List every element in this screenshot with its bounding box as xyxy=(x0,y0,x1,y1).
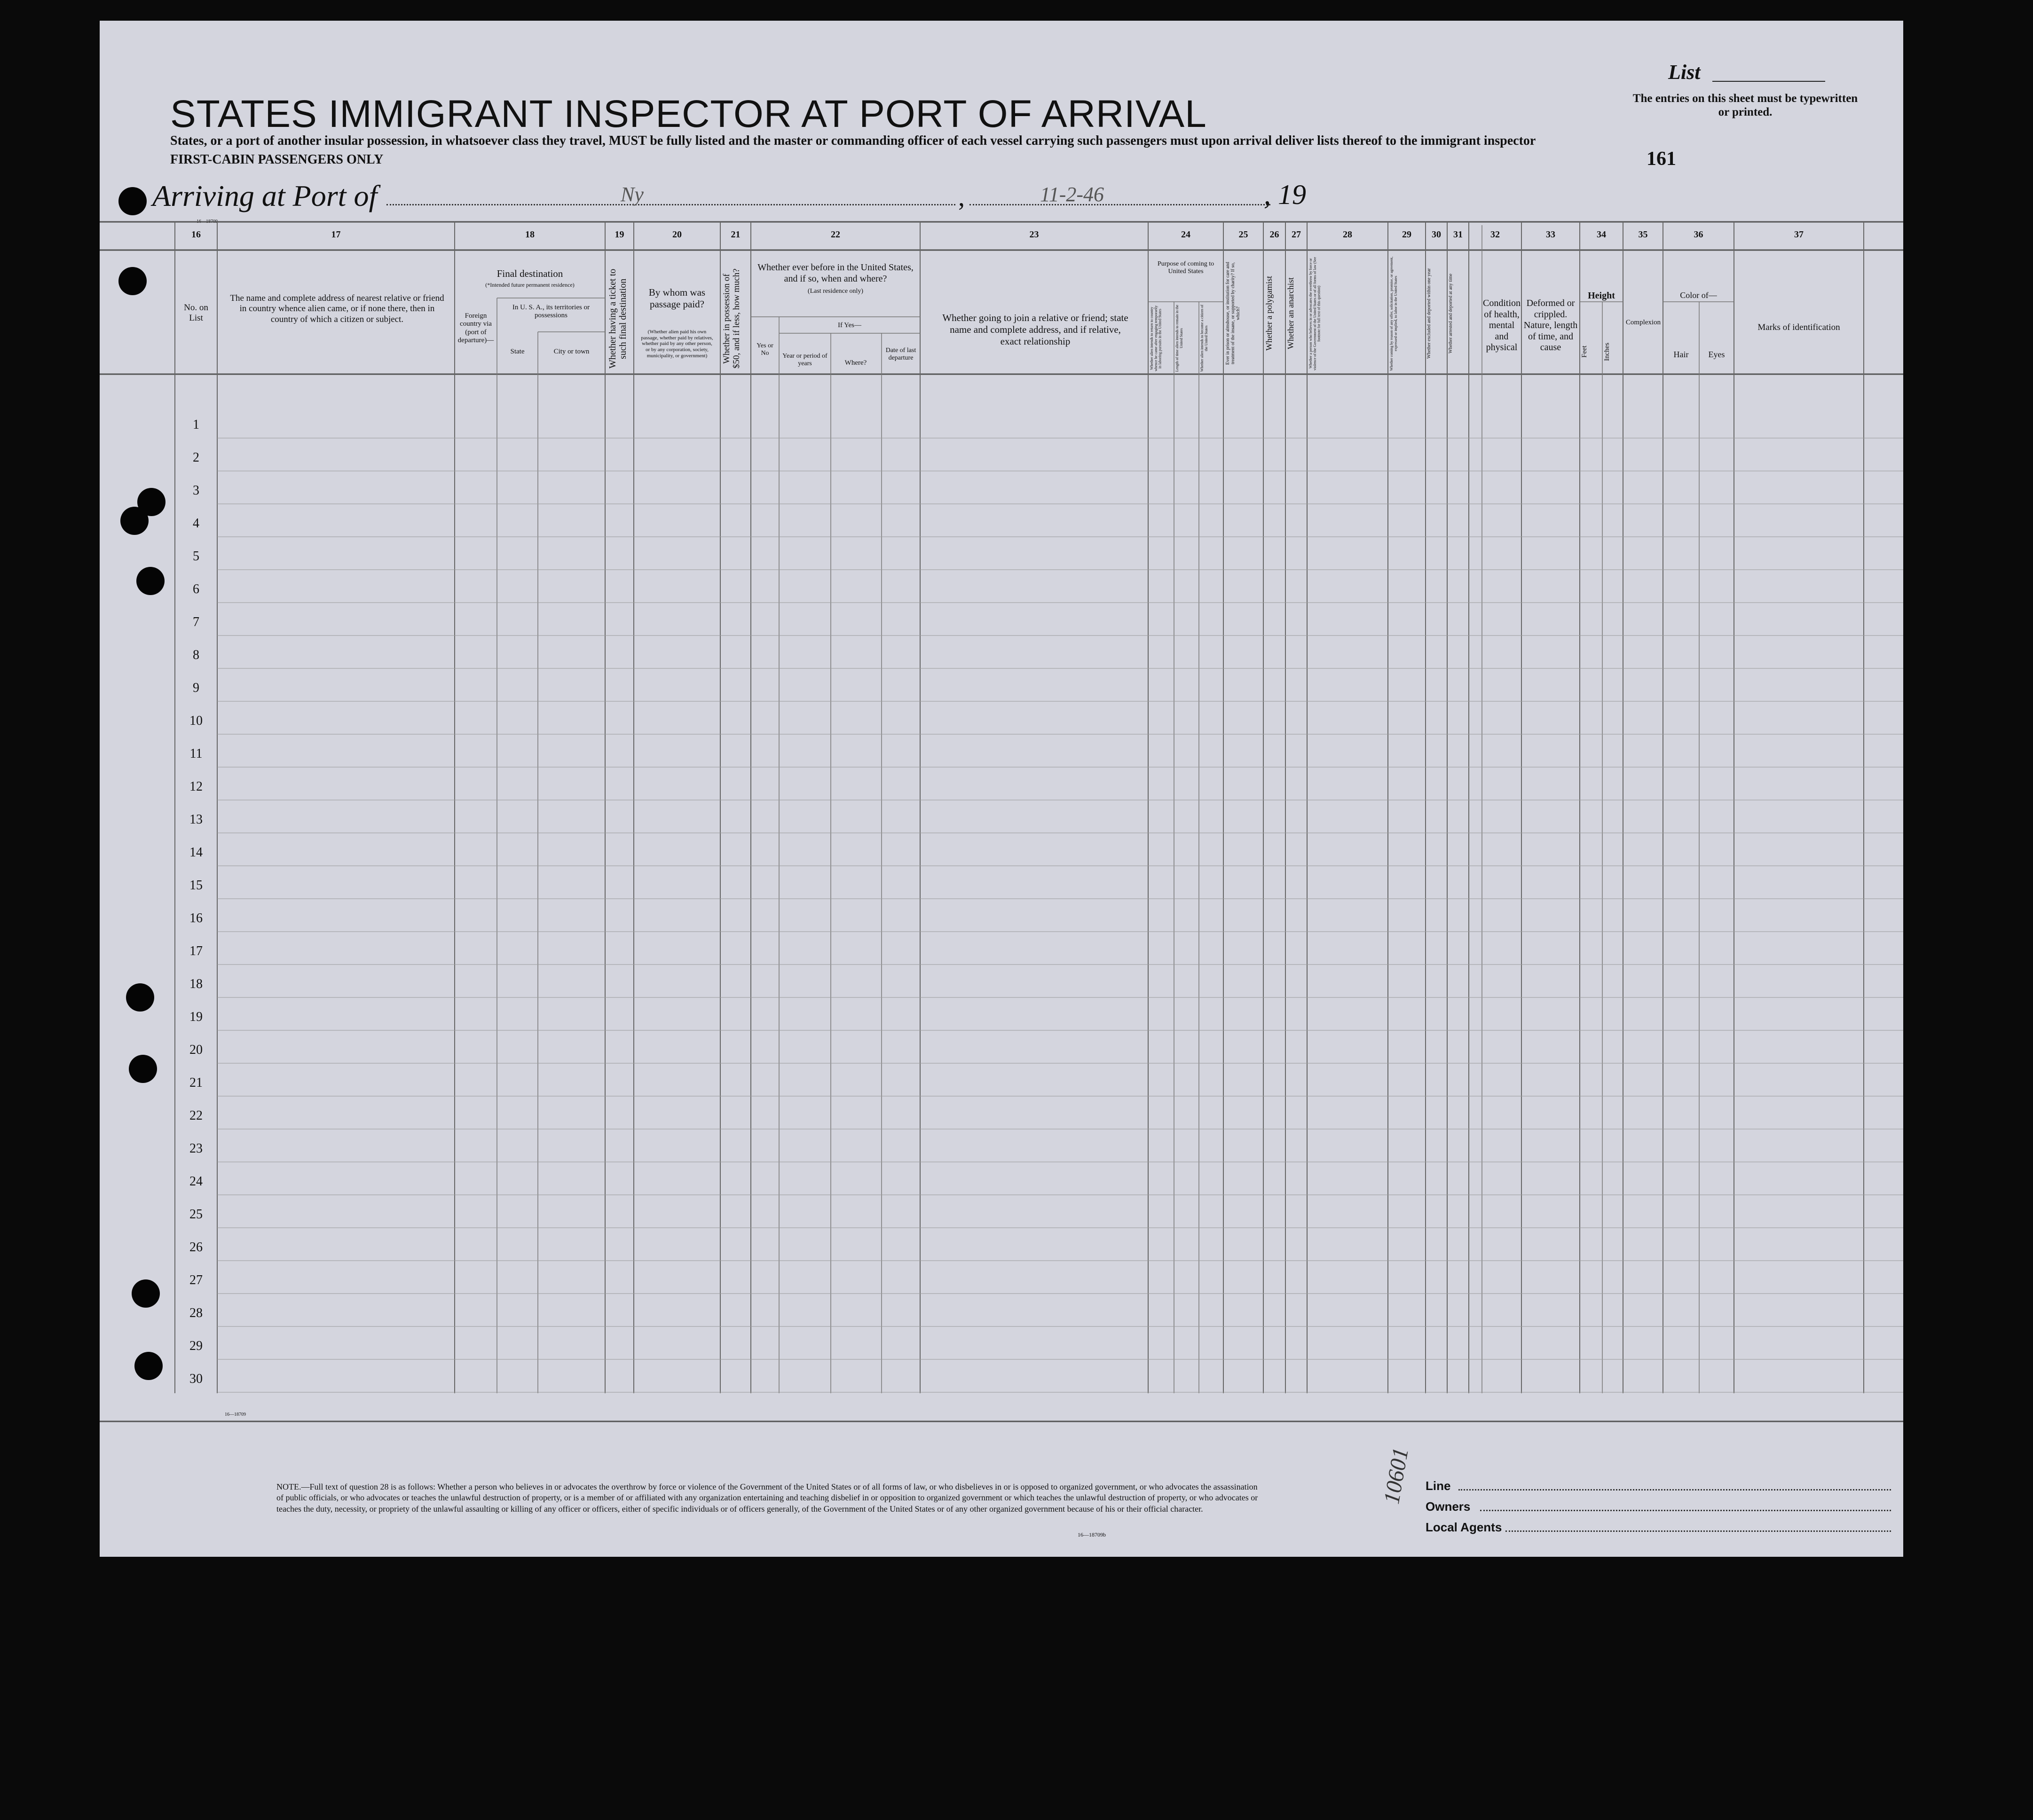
col-num-37: 37 xyxy=(1794,229,1804,240)
header-state: State xyxy=(510,348,525,355)
header-final-destination-sub: (*Intended future permanent residence) xyxy=(485,282,575,288)
row-number: 10 xyxy=(189,714,203,728)
row-number: 20 xyxy=(189,1043,203,1057)
col-num-17: 17 xyxy=(331,229,341,240)
grid-lines xyxy=(100,21,1903,1557)
header-deformed: Deformed or crippled. Nature, length of time, and cause xyxy=(1523,298,1578,353)
form-code-top: 16—18709 xyxy=(197,219,218,224)
header-feet: Feet xyxy=(1581,345,1588,358)
header-ticket: Whether having a ticket to such final destination xyxy=(607,268,628,369)
header-fifty-dollars: Whether in possession of $50, and if less, how much? xyxy=(722,268,741,369)
header-nearest-relative: The name and complete address of nearest relative or friend in country whence alien came, or if none there, then in country of which a citizen or subject. xyxy=(230,293,444,324)
header-excluded-deported: Whether excluded and deported within one year xyxy=(1426,268,1432,359)
row-number: 11 xyxy=(189,746,203,761)
punch-hole xyxy=(132,1279,160,1308)
header-passage-paid-sub: (Whether alien paid his own passage, whether paid by relatives, whether paid by any other person, or by any corporation, society, municipality, or government) xyxy=(641,329,713,359)
col-num-28: 28 xyxy=(1343,229,1352,240)
punch-hole xyxy=(126,983,154,1012)
header-where: Where? xyxy=(844,359,867,367)
col-num-20: 20 xyxy=(672,229,682,240)
col-num-26: 26 xyxy=(1269,229,1279,240)
row-number: 23 xyxy=(189,1141,203,1156)
port-handwritten: Ny xyxy=(621,183,644,206)
row-number: 25 xyxy=(189,1207,203,1222)
row-number: 18 xyxy=(189,977,203,991)
header-polygamist: Whether a polygamist xyxy=(1264,276,1274,351)
header-foreign-country: Foreign country via (port of departure)— xyxy=(457,312,494,344)
owners-field xyxy=(1480,1510,1891,1511)
col-num-27: 27 xyxy=(1292,229,1301,240)
col-num-24: 24 xyxy=(1181,229,1190,240)
col-num-30: 30 xyxy=(1432,229,1441,240)
col-num-19: 19 xyxy=(615,229,624,240)
line-label: Line xyxy=(1426,1479,1451,1493)
row-number: 5 xyxy=(193,549,199,564)
row-number: 14 xyxy=(189,845,203,860)
row-number: 22 xyxy=(189,1108,203,1123)
row-number: 21 xyxy=(189,1075,203,1090)
line-field xyxy=(1458,1489,1891,1491)
row-number: 2 xyxy=(193,450,199,465)
header-passage-paid: By whom was passage paid? xyxy=(648,287,706,310)
row-number: 19 xyxy=(189,1010,203,1024)
header-complexion: Complexion xyxy=(1625,319,1661,326)
punch-hole xyxy=(118,187,147,215)
manifest-sheet: STATES IMMIGRANT INSPECTOR AT PORT OF ARRIVAL States, or a port of another insular possession, in whatsoever class they travel, MUST be fully listed and the master or commanding officer of each vessel carrying such passengers must upon arrival deliver lists thereof to the immigrant inspector FIRST-CABIN PASSENGERS ONLY List The entries on this sheet must be typewritten or printed. 161 Arriving at Port of Ny , 11-2-46 , 19 16—18709 16 17 18 19 20 21 22 23 24 25 26 27 28 29 30 31 32 33 34 35 36 37 No. on List The name and complete address of nearest relative or friend in country whence alien came, or if none there, then in country of which a citizen or subject. Final destination (*Intended future permanent residence) Foreign country via (port of departure)— In U. S. A., its territories or possessions State City or town Whether having a ticket to such final destination By whom was passage paid? (Whether alien paid his own passage, whether paid by relatives, whether paid by any other person, or by any corporation, society, municipality, or government) Whether in possession of $50, and if less, how much? Whether ever before in the United States, and if so, when and where? (Last residence only) If Yes— Yes or No Year or period of years Where? Date of last departure Whether going to join a relative or friend; state name and complete address, and if relative, exact relationship Purpose of coming to United States Whether alien intends to return to country whence he came after engaging temporarily in laboring pursuits in the United States Length of time alien intends to remain in the United States Whether alien intends to become a citizen of the United States Ever in prison or almshouse, or institution for care and treatment of the insane, or supported by charity? If so, which? Whether a polygamist Whether an anarchist Whether a person who believes in or advocates the overthrow by force or violence of the Government of the United States or of all forms of law (See footnote for full text of this question) Whether coming by reason of any offer, solicitation, promise, or agreement, expressed or implied, to labor in the United States Whether excluded and deported within one year Whether arrested and deported at any time Condition of health, mental and physical Deformed or crippled. Nature, length of time, and cause Height Feet Inches Complexion Color of— Hair Eyes Marks of identification 1 2 3 4 5 6 7 8 9 10 11 12 13 14 15 16 17 18 19 20 21 22 23 24 25 26 27 28 29 30 16—18709 NOTE.—Full text of question 28 is as follows: Whether a person who believes in or advocates the overthrow by force or violence of the Government of the United States or of all forms of law, or who disbelieves in or is opposed to organized government, or who advocates the assassination of public officials, or who advocates or teaches the unlawful destruction of property, or is a member of or affiliated with any organization entertaining and teaching disbelief in or opposition to organized government or which teaches the unlawful destruction of property, or who advocates or teaches the duty, necessity, or propriety of the unlawful assaulting or killing of any officer or officers, either of specific individuals or of officers generally, of the Government of the United States or of any other organized government because of his or their official character. 16—18709b 10601 Line Owners Local Agents xyxy=(100,21,1903,1557)
row-number: 13 xyxy=(189,812,203,827)
instructions-text: The entries on this sheet must be typewritten or printed. xyxy=(1632,92,1858,118)
row-number: 4 xyxy=(193,516,199,531)
header-purpose: Purpose of coming to United States xyxy=(1157,260,1214,275)
header-no-on-list: No. on List xyxy=(184,303,208,323)
header-yes-no: Yes or No xyxy=(756,342,773,357)
local-agents-field xyxy=(1505,1530,1891,1532)
header-purpose-return: Whether alien intends to return to country whence he came after engaging temporarily in laboring pursuits in the United States xyxy=(1150,305,1162,372)
row-number: 24 xyxy=(189,1174,203,1189)
header-marks-identification: Marks of identification xyxy=(1757,322,1840,332)
header-if-yes: If Yes— xyxy=(837,322,861,329)
col-num-16: 16 xyxy=(191,229,201,240)
header-hair: Hair xyxy=(1673,350,1689,359)
punch-hole xyxy=(120,507,149,535)
row-number: 6 xyxy=(193,582,199,596)
col-num-21: 21 xyxy=(731,229,741,240)
header-health: Condition of health, mental and physical xyxy=(1483,298,1521,353)
row-number: 9 xyxy=(193,681,199,695)
col-num-18: 18 xyxy=(525,229,535,240)
col-num-34: 34 xyxy=(1597,229,1606,240)
punch-hole xyxy=(118,267,147,295)
row-number: 12 xyxy=(189,779,203,794)
col-num-35: 35 xyxy=(1638,229,1648,240)
row-number: 7 xyxy=(193,615,199,629)
year-prefix: , 19 xyxy=(1264,179,1306,210)
col-num-25: 25 xyxy=(1238,229,1248,240)
header-purpose-citizen: Whether alien intends to become a citizen of the United States xyxy=(1200,305,1208,372)
punch-hole xyxy=(134,1352,163,1380)
punch-hole xyxy=(129,1055,157,1083)
row-number: 8 xyxy=(193,648,199,662)
list-label: List xyxy=(1668,61,1701,84)
row-number: 3 xyxy=(193,483,199,498)
col-num-33: 33 xyxy=(1546,229,1555,240)
form-code-bottom: 16—18709 xyxy=(225,1412,246,1417)
header-arrested-deported: Whether arrested and deported at any time xyxy=(1448,274,1453,353)
col-num-23: 23 xyxy=(1029,229,1039,240)
row-number: 28 xyxy=(189,1306,203,1320)
col-num-22: 22 xyxy=(831,229,840,240)
header-height: Height xyxy=(1588,290,1615,301)
handwritten-stamp: 10601 xyxy=(1379,1445,1414,1506)
col-num-31: 31 xyxy=(1453,229,1463,240)
header-join-relative: Whether going to join a relative or friend; state name and complete address, and if relative, exact relationship xyxy=(942,312,1128,347)
header-inches: Inches xyxy=(1603,342,1611,361)
passenger-class: FIRST-CABIN PASSENGERS ONLY xyxy=(170,152,384,167)
arriving-label: Arriving at Port of xyxy=(152,179,378,212)
sheet-number: 161 xyxy=(1647,148,1676,170)
header-instruction: States, or a port of another insular possession, in whatsoever class they travel, MUST be fully listed and the master or commanding officer of each vessel carrying such passengers must upon arrival deliver lists thereof to the immigrant inspector xyxy=(170,133,1536,148)
header-in-usa: In U. S. A., its territories or possessions xyxy=(512,304,590,320)
header-labor-offer: Whether coming by reason of any offer, solicitation, promise, or agreement, expressed or implied, to labor in the United States xyxy=(1389,256,1398,371)
header-ever-before: Whether ever before in the United States, and if so, when and where? xyxy=(757,262,914,284)
row-number: 17 xyxy=(189,944,203,958)
col-num-32: 32 xyxy=(1490,229,1500,240)
local-agents-label: Local Agents xyxy=(1426,1520,1502,1534)
row-number: 15 xyxy=(189,878,203,893)
header-overthrow: Whether a person who believes in or advocates the overthrow by force or violence of the Government of the United States or of all forms of law (See footnote for full text of this question) xyxy=(1308,257,1321,370)
header-anarchist: Whether an anarchist xyxy=(1286,277,1295,350)
header-color-of: Color of— xyxy=(1680,290,1717,300)
footnote: NOTE.—Full text of question 28 is as follows: Whether a person who believes in or advocates the overthrow by force or violence of the Government of the United States or of all forms of law, or who disbelieves in or is opposed to organized government, or who advocates the assassination of public officials, or who advocates or teaches the unlawful destruction of property, or is a member of or affiliated with any organization entertaining and teaching disbelief in or opposition to organized government or which teaches the unlawful destruction of property, or who advocates or teaches the duty, necessity, or propriety of the unlawful assaulting or killing of any officer or officers, either of specific individuals or of officers generally, of the Government of the United States or of any other organized government because of his or their official character. xyxy=(276,1482,1258,1514)
page-title: STATES IMMIGRANT INSPECTOR AT PORT OF ARRIVAL xyxy=(170,93,1207,135)
owners-label: Owners xyxy=(1426,1499,1471,1514)
header-date-departure: Date of last departure xyxy=(885,347,916,362)
header-year-period: Year or period of years xyxy=(782,353,827,368)
col-num-29: 29 xyxy=(1402,229,1411,240)
header-purpose-length: Length of time alien intends to remain in the United States xyxy=(1175,305,1183,372)
row-number: 30 xyxy=(189,1372,203,1386)
header-city-town: City or town xyxy=(553,348,590,355)
row-number: 1 xyxy=(193,417,199,432)
header-last-residence: (Last residence only) xyxy=(807,288,864,295)
footnote-code: 16—18709b xyxy=(1078,1531,1106,1538)
header-final-destination: Final destination xyxy=(496,268,563,279)
row-number: 26 xyxy=(189,1240,203,1255)
row-number: 27 xyxy=(189,1273,203,1287)
row-number: 16 xyxy=(189,911,203,926)
row-number: 29 xyxy=(189,1339,203,1353)
date-handwritten: 11-2-46 xyxy=(1040,183,1104,206)
col-num-36: 36 xyxy=(1694,229,1703,240)
header-eyes: Eyes xyxy=(1708,350,1725,359)
punch-hole xyxy=(136,567,165,595)
header-prison: Ever in prison or almshouse, or institution for care and treatment of the insane, or supported by charity? If so, which? xyxy=(1225,262,1241,365)
